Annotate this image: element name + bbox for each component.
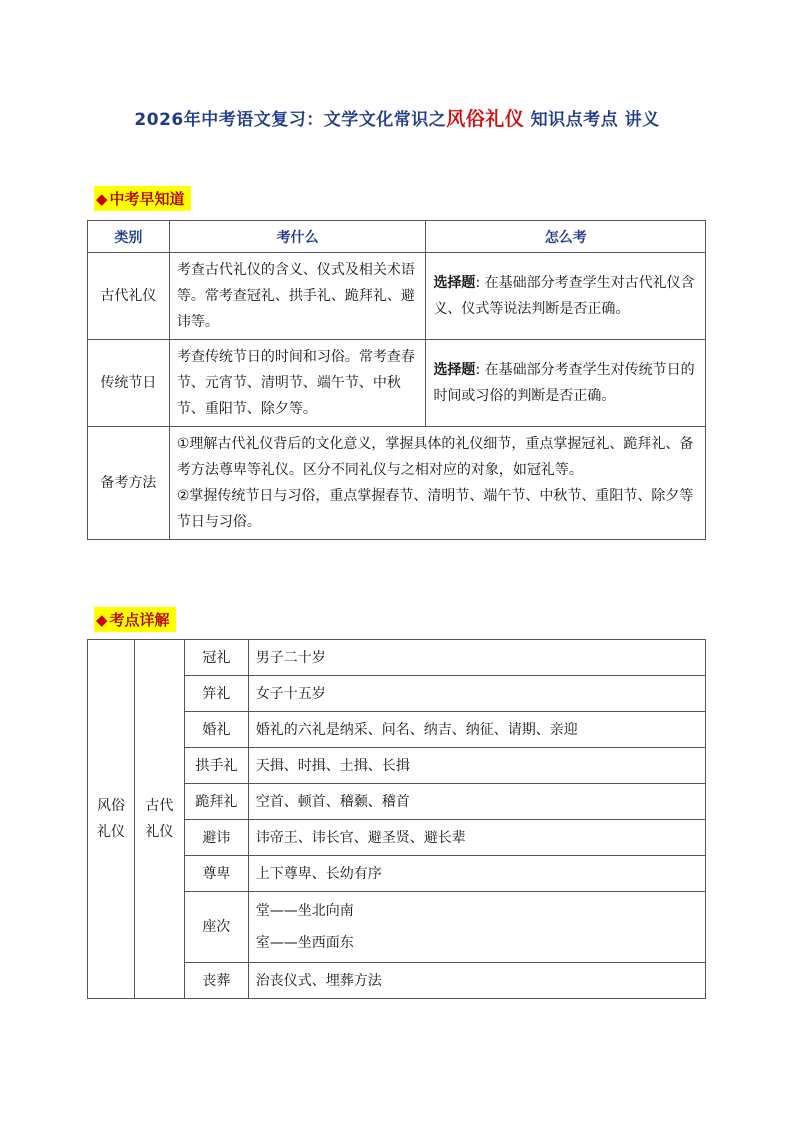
- title-prefix: 2026年中考语文复习：文学文化常识之: [134, 110, 447, 130]
- table-row-method: [88, 427, 706, 540]
- item-desc: 上下尊卑、长幼有序: [248, 856, 705, 892]
- title-suffix: 知识点考点 讲义: [524, 110, 660, 130]
- item-name: 避讳: [184, 820, 248, 856]
- item-desc: 婚礼的六礼是纳采、问名、纳吉、纳征、请期、亲迎: [248, 712, 705, 748]
- item-desc: 治丧仪式、埋葬方法: [248, 963, 705, 999]
- item-name: 拱手礼: [184, 748, 248, 784]
- item-name: 尊卑: [184, 856, 248, 892]
- item-name: 座次: [184, 892, 248, 963]
- table-row: [88, 253, 706, 340]
- page-title: [0, 104, 794, 131]
- row-how: [426, 340, 706, 427]
- item-desc: 天揖、时揖、土揖、长揖: [248, 748, 705, 784]
- diamond-icon: ◆: [96, 190, 108, 208]
- item-desc: 空首、顿首、稽颡、稽首: [248, 784, 705, 820]
- item-desc-line-2: 室——坐西面东: [255, 935, 354, 951]
- diamond-icon: ◆: [96, 611, 108, 629]
- table-header-row: [88, 221, 706, 253]
- item-desc: 女子十五岁: [248, 676, 705, 712]
- item-desc: 讳帝王、讳长官、避圣贤、避长辈: [248, 820, 705, 856]
- table-row: [88, 640, 706, 676]
- table-row: [88, 340, 706, 427]
- details-table: [87, 639, 706, 999]
- header-how: 怎么考: [426, 221, 706, 253]
- row-category: 备考方法: [88, 427, 170, 540]
- item-name: 婚礼: [184, 712, 248, 748]
- overview-table: [87, 220, 706, 540]
- section-label: 中考早知道: [109, 190, 185, 208]
- method-line-2: ②掌握传统节日与习俗，重点掌握春节、清明节、端午节、中秋节、重阳节、除夕等节日与习俗。: [176, 488, 694, 530]
- section-label: 考点详解: [109, 611, 170, 629]
- item-desc: 男子二十岁: [248, 640, 705, 676]
- row-how: [426, 253, 706, 340]
- header-what: 考什么: [169, 221, 426, 253]
- row-category: 传统节日: [88, 340, 170, 427]
- how-label: 选择题: [433, 275, 476, 291]
- row-category: 古代礼仪: [88, 253, 170, 340]
- item-name: 笄礼: [184, 676, 248, 712]
- how-text: : 在基础部分考查学生对传统节日的时间或习俗的判断是否正确。: [433, 362, 695, 404]
- item-desc-line-1: 堂——坐北向南: [255, 903, 354, 919]
- item-name: 冠礼: [184, 640, 248, 676]
- item-desc: [248, 892, 705, 963]
- how-text: : 在基础部分考查学生对古代礼仪含义、仪式等说法判断是否正确。: [433, 275, 695, 317]
- header-category: 类别: [88, 221, 170, 253]
- title-highlight: 风俗礼仪: [446, 108, 525, 130]
- how-label: 选择题: [433, 362, 476, 378]
- group-label-outer: 风俗 礼仪: [88, 640, 135, 999]
- method-text: [169, 427, 705, 540]
- row-what: 考查传统节日的时间和习俗。常考查春节、元宵节、清明节、端午节、中秋节、重阳节、除夕等。: [169, 340, 426, 427]
- item-name: 跪拜礼: [184, 784, 248, 820]
- section-heading-details: [94, 607, 176, 632]
- method-line-1: ①理解古代礼仪背后的文化意义，掌握具体的礼仪细节，重点掌握冠礼、跪拜礼、备考方法尊卑等礼仪。区分不同礼仪与之相对应的对象，如冠礼等。: [176, 436, 694, 478]
- section-heading-overview: [94, 186, 191, 211]
- item-name: 丧葬: [184, 963, 248, 999]
- row-what: 考查古代礼仪的含义、仪式及相关术语等。常考查冠礼、拱手礼、跪拜礼、避讳等。: [169, 253, 426, 340]
- group-label-inner: 古代 礼仪: [134, 640, 184, 999]
